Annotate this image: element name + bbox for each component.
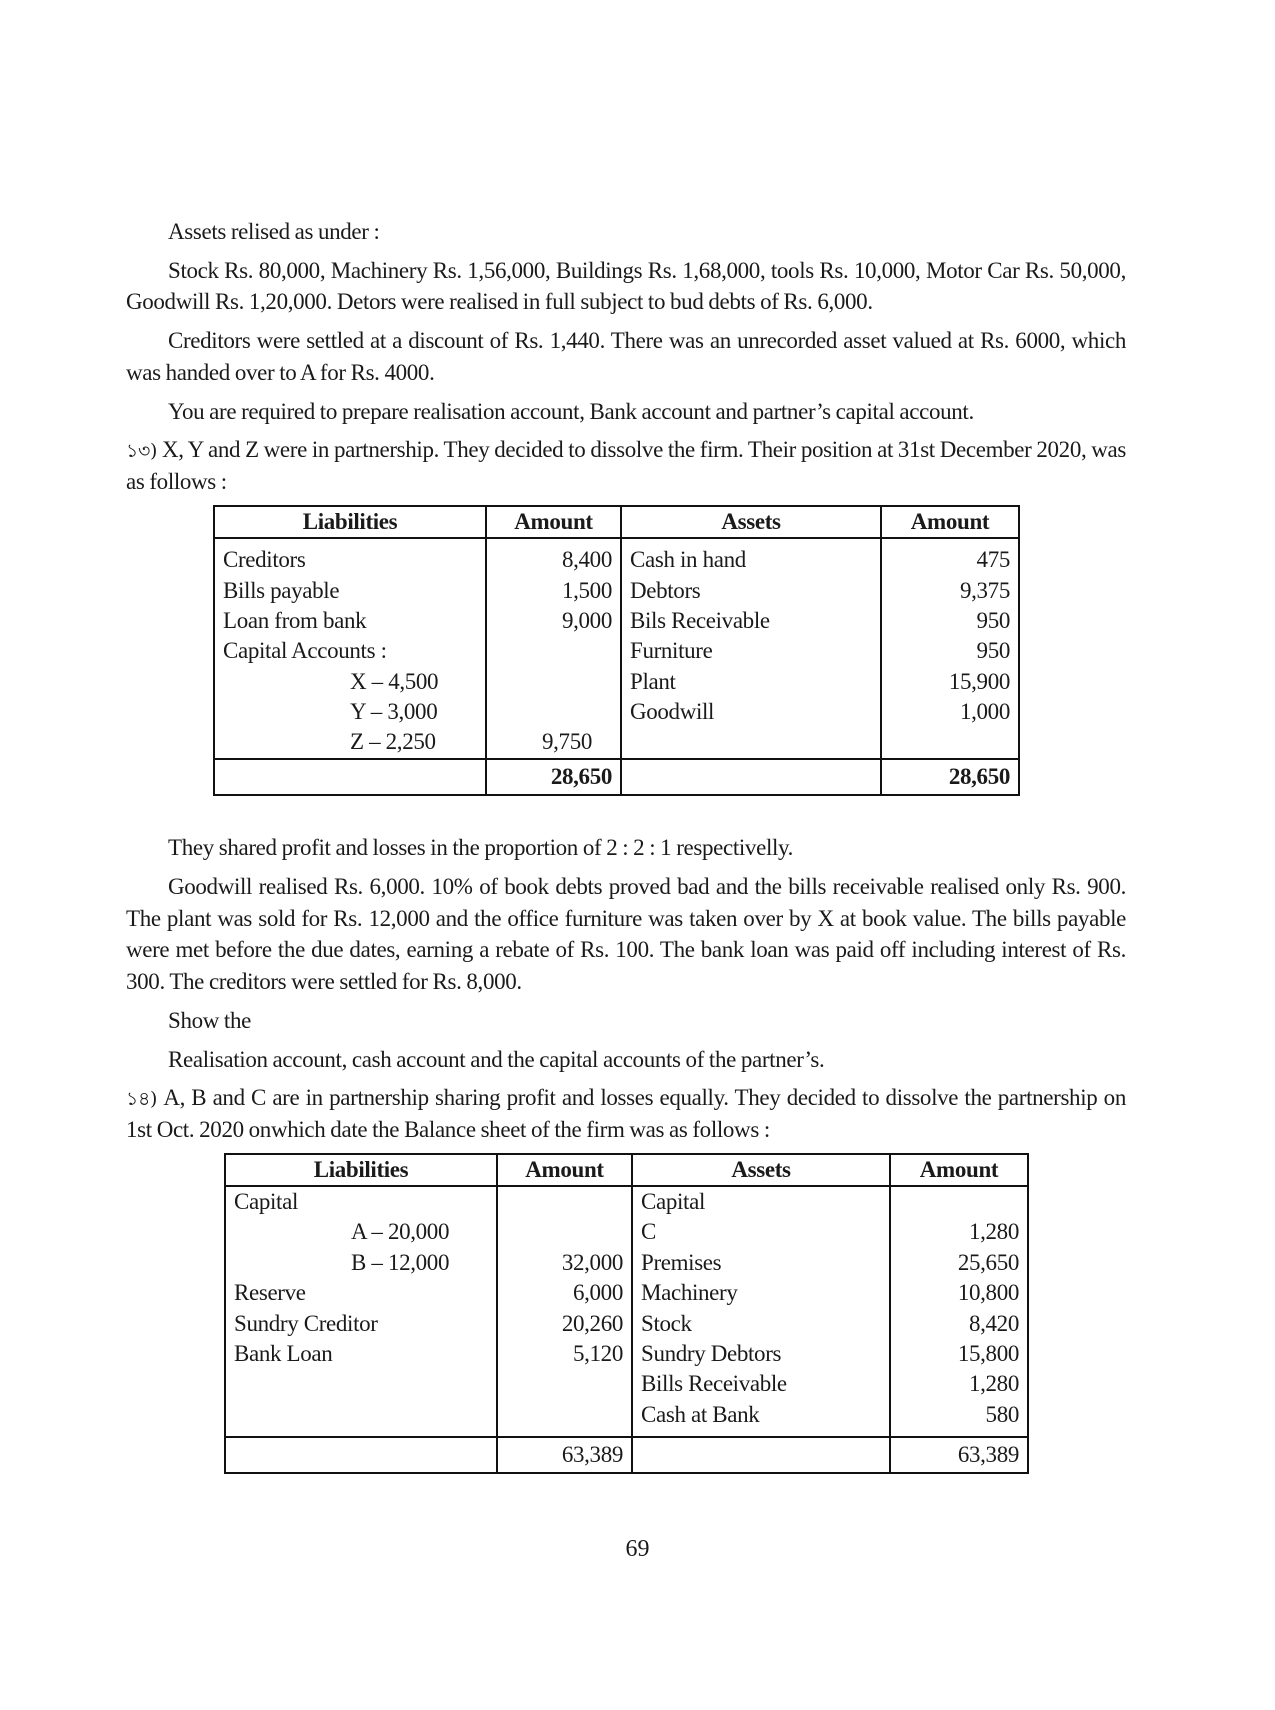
liability-label: [225, 1400, 497, 1430]
liability-amount: [497, 1217, 632, 1247]
total-blank: [621, 759, 881, 795]
asset-label: Sundry Debtors: [632, 1339, 890, 1369]
question-14-number: ১৪): [126, 1088, 158, 1111]
liability-label: Bank Loan: [225, 1339, 497, 1369]
balance-sheet-xyz: [213, 505, 1020, 796]
header-amount: Amount: [486, 506, 621, 538]
header-amount: Amount: [890, 1154, 1028, 1186]
total-blank: [632, 1437, 890, 1473]
question-14-text: A, B and C are in partnership sharing profit and losses equally. They decided to dissolve the partnership on 1st Oct. 2020 onwhich date the Balance sheet of the firm was as follows :: [126, 1085, 1126, 1142]
liability-amount: [486, 667, 621, 697]
asset-amount: [890, 1186, 1028, 1217]
table-row: [214, 636, 1019, 666]
paragraph-creditors: Creditors were settled at a discount of Rs. 1,440. There was an unrecorded asset valued at Rs. 6000, which was handed over to A for Rs. 4000.: [126, 328, 1126, 385]
header-amount: Amount: [881, 506, 1019, 538]
total-blank: [214, 759, 486, 795]
paragraph-requirement: You are required to prepare realisation account, Bank account and partner’s capital account.: [168, 398, 974, 424]
header-assets: Assets: [632, 1154, 890, 1186]
page-number: 69: [625, 1536, 650, 1562]
table-row: [225, 1369, 1028, 1399]
liability-label: Bills payable: [214, 576, 486, 606]
total-assets: 63,389: [890, 1437, 1028, 1473]
table-total-row: [225, 1437, 1028, 1473]
table-row: [214, 606, 1019, 636]
partner-capital: B – 12,000: [225, 1248, 497, 1278]
total-liabilities: 28,650: [486, 759, 621, 795]
asset-label: Cash in hand: [621, 545, 881, 575]
header-liabilities: Liabilities: [225, 1154, 497, 1186]
asset-amount: 1,280: [890, 1369, 1028, 1399]
liability-label: Creditors: [214, 545, 486, 575]
asset-amount: 1,280: [890, 1217, 1028, 1247]
table-row: [214, 667, 1019, 697]
page-content: [126, 216, 1126, 1474]
liability-amount: [486, 697, 621, 727]
liability-amount: [497, 1186, 632, 1217]
liability-label: Loan from bank: [214, 606, 486, 636]
header-liabilities: Liabilities: [214, 506, 486, 538]
asset-label: Stock: [632, 1309, 890, 1339]
asset-label: Debtors: [621, 576, 881, 606]
header-assets: Assets: [621, 506, 881, 538]
liability-label: Capital Accounts :: [214, 636, 486, 666]
header-amount: Amount: [497, 1154, 632, 1186]
question-13-text: X, Y and Z were in partnership. They decided to dissolve the firm. Their position at 31st December 2020, was as follows :: [126, 437, 1126, 495]
liability-label: Reserve: [225, 1278, 497, 1308]
liability-label: Capital: [225, 1186, 497, 1217]
asset-amount: 10,800: [890, 1278, 1028, 1308]
asset-label: Furniture: [621, 636, 881, 666]
liability-amount: 9,750: [486, 727, 621, 758]
table-row: [225, 1400, 1028, 1430]
table-row: [225, 1339, 1028, 1369]
asset-label: Bills Receivable: [632, 1369, 890, 1399]
asset-label: Machinery: [632, 1278, 890, 1308]
partner-capital: Y – 3,000: [214, 697, 486, 727]
liability-amount: 20,260: [497, 1309, 632, 1339]
paragraph-ratio: They shared profit and losses in the proportion of 2 : 2 : 1 respectivelly.: [168, 835, 794, 861]
asset-label: Plant: [621, 667, 881, 697]
asset-amount: 15,800: [890, 1339, 1028, 1369]
asset-amount: 1,000: [881, 697, 1019, 727]
table-row: [225, 1217, 1028, 1247]
asset-label: C: [632, 1217, 890, 1247]
paragraph-show: Show the: [168, 1007, 251, 1033]
liability-amount: 6,000: [497, 1278, 632, 1308]
asset-label: Capital: [632, 1186, 890, 1217]
paragraph-realisation-details: Goodwill realised Rs. 6,000. 10% of book debts proved bad and the bills receivable realised only Rs. 900. The plant was sold for Rs. 12,000 and the office furniture was taken over by X at book value. The bills payable were met before the due dates, earning a rebate of Rs. 100. The bank loan was paid off including interest of Rs. 300. The creditors were settled for Rs. 8,000.: [126, 873, 1126, 995]
total-blank: [225, 1437, 497, 1473]
paragraph-assets-list: Stock Rs. 80,000, Machinery Rs. 1,56,000, Buildings Rs. 1,68,000, tools Rs. 10,000, Motor Car Rs. 50,000, Goodwill Rs. 1,20,000. Detors were realised in full subject to bud debts of Rs. 6,000.: [126, 257, 1126, 315]
liability-label: Sundry Creditor: [225, 1309, 497, 1339]
table-row: [225, 1309, 1028, 1339]
partner-capital: A – 20,000: [225, 1217, 497, 1247]
total-assets: 28,650: [881, 759, 1019, 795]
liability-amount: 1,500: [486, 576, 621, 606]
asset-amount: 950: [881, 606, 1019, 636]
table-row: [225, 1248, 1028, 1278]
liability-amount: 32,000: [497, 1248, 632, 1278]
table-row: [214, 697, 1019, 727]
liability-label: [225, 1369, 497, 1399]
table-total-row: [214, 759, 1019, 795]
liability-amount: [497, 1400, 632, 1430]
question-13-number: ১৩): [126, 440, 158, 463]
table-row: [214, 727, 1019, 758]
asset-amount: 580: [890, 1400, 1028, 1430]
asset-label: Bils Receivable: [621, 606, 881, 636]
asset-amount: 950: [881, 636, 1019, 666]
table-row: [225, 1186, 1028, 1217]
partner-capital: Z – 2,250: [214, 727, 486, 758]
balance-sheet-abc: [224, 1153, 1029, 1475]
asset-label: [621, 727, 881, 758]
asset-amount: 475: [881, 545, 1019, 575]
question-14: [126, 1082, 1126, 1145]
table-row: [214, 545, 1019, 575]
partner-capital: X – 4,500: [214, 667, 486, 697]
liability-amount: [486, 636, 621, 666]
question-13: [126, 434, 1126, 497]
paragraph-accounts: Realisation account, cash account and the capital accounts of the partner’s.: [168, 1046, 825, 1072]
liability-amount: 5,120: [497, 1339, 632, 1369]
liability-amount: 9,000: [486, 606, 621, 636]
asset-amount: [881, 727, 1019, 758]
paragraph-assets-intro: Assets relised as under :: [168, 219, 380, 244]
liability-amount: 8,400: [486, 545, 621, 575]
asset-label: Premises: [632, 1248, 890, 1278]
liability-amount: [497, 1369, 632, 1399]
table-row: [225, 1278, 1028, 1308]
table-row: [214, 576, 1019, 606]
asset-amount: 8,420: [890, 1309, 1028, 1339]
total-liabilities: 63,389: [497, 1437, 632, 1473]
asset-label: Cash at Bank: [632, 1400, 890, 1430]
asset-label: Goodwill: [621, 697, 881, 727]
asset-amount: 15,900: [881, 667, 1019, 697]
asset-amount: 25,650: [890, 1248, 1028, 1278]
asset-amount: 9,375: [881, 576, 1019, 606]
